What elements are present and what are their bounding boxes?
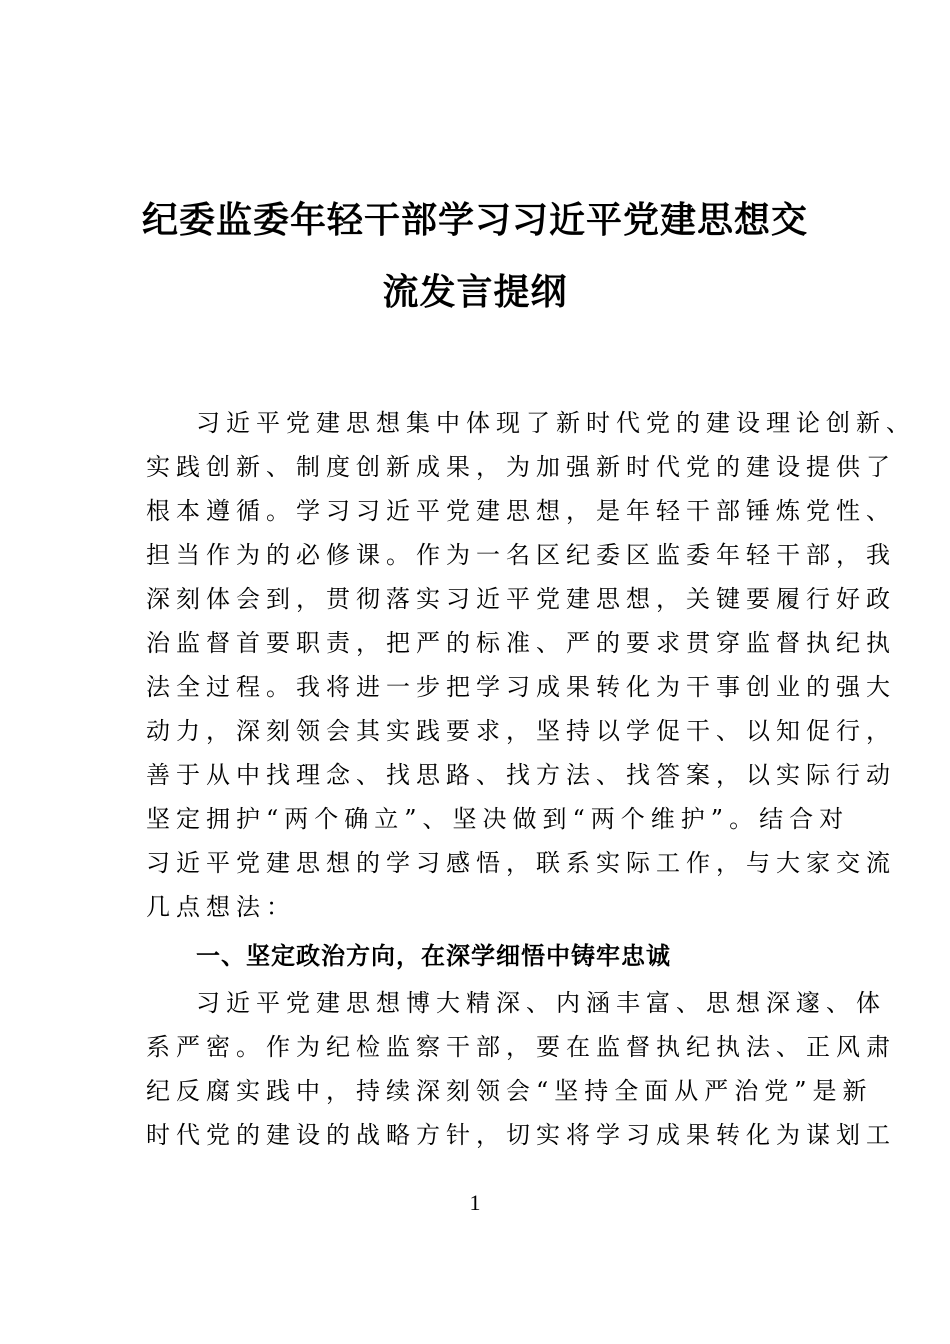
paragraph-line: 担当作为的必修课。作为一名区纪委区监委年轻干部，我 — [146, 541, 896, 569]
paragraph-line: 法全过程。我将进一步把学习成果转化为干事创业的强大 — [146, 673, 896, 701]
document-title-line-1: 纪委监委年轻干部学习习近平党建思想交 — [141, 199, 808, 241]
paragraph-line: 时代党的建设的战略方针，切实将学习成果转化为谋划工 — [146, 1121, 896, 1149]
paragraph-line: 习近平党建思想集中体现了新时代党的建设理论创新、 — [196, 409, 916, 437]
paragraph-line: 习近平党建思想博大精深、内涵丰富、思想深邃、体 — [196, 989, 886, 1017]
paragraph-line: 纪反腐实践中，持续深刻领会“坚持全面从严治党”是新 — [146, 1077, 873, 1105]
paragraph-line: 几点想法： — [146, 893, 296, 921]
paragraph-line: 深刻体会到，贯彻落实习近平党建思想，关键要履行好政 — [146, 585, 896, 613]
paragraph-line: 善于从中找理念、找思路、找方法、找答案，以实际行动 — [146, 761, 896, 789]
document-title-line-2: 流发言提纲 — [382, 271, 568, 313]
paragraph-line: 实践创新、制度创新成果，为加强新时代党的建设提供了 — [146, 453, 896, 481]
paragraph-line: 系严密。作为纪检监察干部，要在监督执纪执法、正风肃 — [146, 1033, 896, 1061]
paragraph-line: 习近平党建思想的学习感悟，联系实际工作，与大家交流 — [146, 849, 896, 877]
paragraph-line: 治监督首要职责，把严的标准、严的要求贯穿监督执纪执 — [146, 629, 896, 657]
paragraph-line: 坚定拥护“两个确立”、坚决做到“两个维护”。结合对 — [146, 805, 850, 833]
paragraph-line: 动力，深刻领会其实践要求，坚持以学促干、以知促行， — [146, 717, 896, 745]
page-number: 1 — [469, 1190, 481, 1215]
section-heading-1: 一、坚定政治方向，在深学细悟中铸牢忠诚 — [196, 942, 671, 970]
paragraph-line: 根本遵循。学习习近平党建思想，是年轻干部锤炼党性、 — [146, 497, 896, 525]
